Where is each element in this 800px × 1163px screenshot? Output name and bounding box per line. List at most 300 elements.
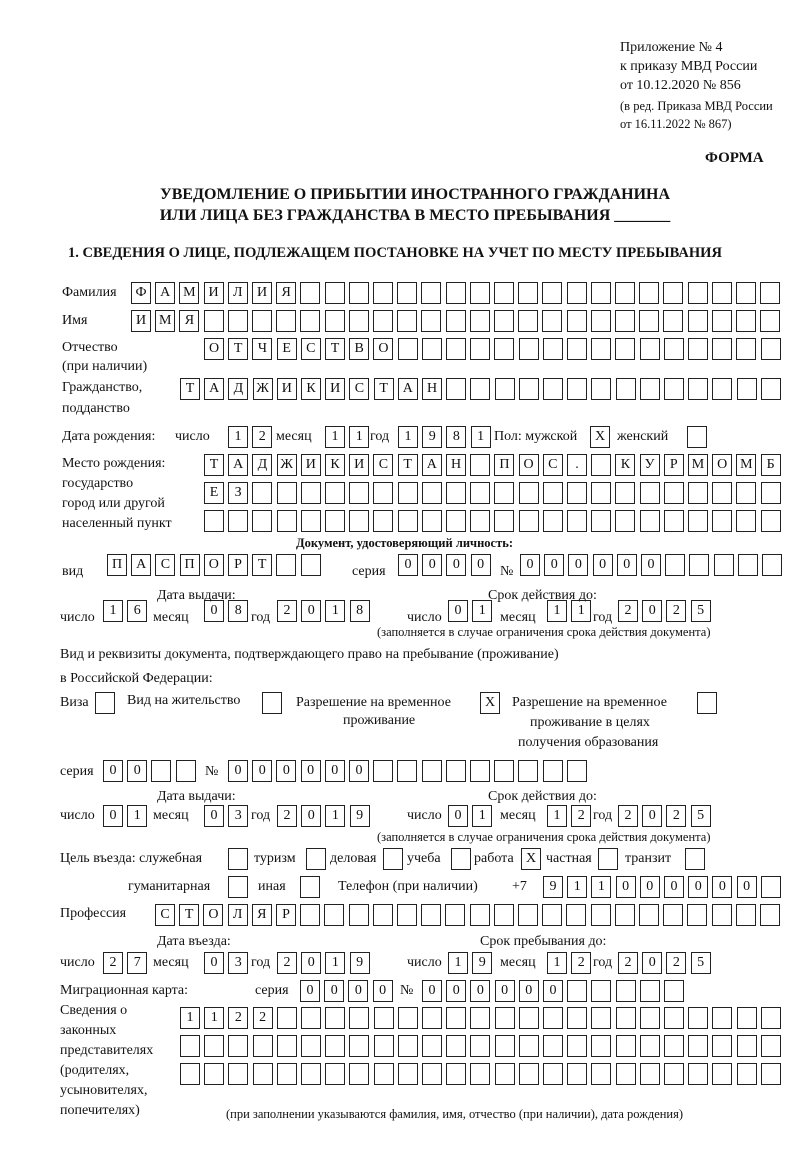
char-cell[interactable]: [591, 510, 611, 532]
char-cell[interactable]: [494, 282, 514, 304]
char-cell[interactable]: [422, 482, 442, 504]
char-cell[interactable]: 0: [204, 805, 224, 827]
char-cell[interactable]: 1: [325, 805, 345, 827]
char-cell[interactable]: 0: [737, 876, 757, 898]
char-cell[interactable]: 9: [422, 426, 442, 448]
char-cell[interactable]: [543, 378, 563, 400]
char-cell[interactable]: [688, 338, 708, 360]
char-cell[interactable]: [591, 282, 611, 304]
char-cell[interactable]: [664, 338, 684, 360]
char-cell[interactable]: 1: [567, 876, 587, 898]
char-cell[interactable]: [228, 1063, 248, 1085]
char-cell[interactable]: Л: [228, 282, 248, 304]
char-cell[interactable]: [543, 1007, 563, 1029]
char-cell[interactable]: [736, 338, 756, 360]
char-cell[interactable]: [276, 310, 296, 332]
char-cell[interactable]: К: [615, 454, 635, 476]
char-cell[interactable]: [495, 378, 515, 400]
char-cell[interactable]: [688, 1035, 708, 1057]
char-cell[interactable]: 2: [666, 805, 686, 827]
char-cell[interactable]: [543, 510, 563, 532]
char-cell[interactable]: [640, 482, 660, 504]
char-cell[interactable]: [712, 282, 732, 304]
char-cell[interactable]: 0: [422, 554, 442, 576]
char-cell[interactable]: [277, 1007, 297, 1029]
char-cell[interactable]: [470, 482, 490, 504]
char-cell[interactable]: [180, 1063, 200, 1085]
char-cell[interactable]: [760, 282, 780, 304]
char-cell[interactable]: В: [349, 338, 369, 360]
char-cell[interactable]: [397, 282, 417, 304]
char-cell[interactable]: 5: [691, 805, 711, 827]
char-cell[interactable]: [373, 760, 393, 782]
char-cell[interactable]: [470, 282, 490, 304]
char-cell[interactable]: 9: [543, 876, 563, 898]
char-cell[interactable]: [374, 1035, 394, 1057]
char-cell[interactable]: 2: [277, 600, 297, 622]
char-cell[interactable]: [421, 904, 441, 926]
char-cell[interactable]: 0: [446, 980, 466, 1002]
char-cell[interactable]: [762, 554, 782, 576]
char-cell[interactable]: 3: [228, 805, 248, 827]
char-cell[interactable]: 0: [642, 805, 662, 827]
char-cell[interactable]: Т: [252, 554, 272, 576]
char-cell[interactable]: [664, 510, 684, 532]
char-cell[interactable]: [712, 510, 732, 532]
char-cell[interactable]: [591, 1063, 611, 1085]
char-cell[interactable]: 2: [571, 805, 591, 827]
char-cell[interactable]: 8: [228, 600, 248, 622]
char-cell[interactable]: [494, 338, 514, 360]
char-cell[interactable]: 0: [300, 980, 320, 1002]
char-cell[interactable]: [446, 510, 466, 532]
char-cell[interactable]: Р: [664, 454, 684, 476]
char-cell[interactable]: Б: [761, 454, 781, 476]
char-cell[interactable]: 2: [666, 952, 686, 974]
char-cell[interactable]: [616, 1063, 636, 1085]
char-cell[interactable]: 9: [350, 952, 370, 974]
char-cell[interactable]: И: [325, 378, 345, 400]
char-cell[interactable]: Я: [252, 904, 272, 926]
char-cell[interactable]: П: [494, 454, 514, 476]
char-cell[interactable]: [300, 282, 320, 304]
char-cell[interactable]: 0: [422, 980, 442, 1002]
char-cell[interactable]: [761, 1007, 781, 1029]
char-cell[interactable]: 0: [543, 980, 563, 1002]
char-cell[interactable]: [591, 1007, 611, 1029]
char-cell[interactable]: Р: [276, 904, 296, 926]
char-cell[interactable]: [398, 1063, 418, 1085]
char-cell[interactable]: [737, 1035, 757, 1057]
char-cell[interactable]: 2: [277, 805, 297, 827]
char-cell[interactable]: 0: [103, 805, 123, 827]
char-cell[interactable]: [252, 510, 272, 532]
char-cell[interactable]: [398, 338, 418, 360]
char-cell[interactable]: [495, 1063, 515, 1085]
char-cell[interactable]: [615, 904, 635, 926]
char-cell[interactable]: 0: [495, 980, 515, 1002]
char-cell[interactable]: [325, 1063, 345, 1085]
char-cell[interactable]: 0: [103, 760, 123, 782]
char-cell[interactable]: [325, 482, 345, 504]
char-cell[interactable]: 1: [180, 1007, 200, 1029]
char-cell[interactable]: Т: [204, 454, 224, 476]
char-cell[interactable]: [591, 904, 611, 926]
char-cell[interactable]: [519, 1035, 539, 1057]
char-cell[interactable]: [665, 554, 685, 576]
char-cell[interactable]: [373, 904, 393, 926]
char-cell[interactable]: Т: [179, 904, 199, 926]
char-cell[interactable]: С: [373, 454, 393, 476]
char-cell[interactable]: [639, 282, 659, 304]
char-cell[interactable]: 1: [448, 952, 468, 974]
char-cell[interactable]: 0: [324, 980, 344, 1002]
char-cell[interactable]: [204, 510, 224, 532]
char-cell[interactable]: [176, 760, 196, 782]
char-cell[interactable]: [519, 482, 539, 504]
char-cell[interactable]: [519, 1007, 539, 1029]
char-cell[interactable]: [640, 1063, 660, 1085]
char-cell[interactable]: [301, 1007, 321, 1029]
char-cell[interactable]: Н: [422, 378, 442, 400]
char-cell[interactable]: [566, 904, 586, 926]
char-cell[interactable]: А: [398, 378, 418, 400]
char-cell[interactable]: [451, 848, 471, 870]
char-cell[interactable]: [300, 310, 320, 332]
char-cell[interactable]: [736, 510, 756, 532]
char-cell[interactable]: 0: [398, 554, 418, 576]
char-cell[interactable]: 1: [325, 952, 345, 974]
char-cell[interactable]: [688, 510, 708, 532]
char-cell[interactable]: 0: [252, 760, 272, 782]
char-cell[interactable]: [663, 282, 683, 304]
char-cell[interactable]: А: [228, 454, 248, 476]
char-cell[interactable]: Е: [277, 338, 297, 360]
char-cell[interactable]: [567, 482, 587, 504]
char-cell[interactable]: Я: [276, 282, 296, 304]
char-cell[interactable]: [398, 1007, 418, 1029]
char-cell[interactable]: [325, 282, 345, 304]
char-cell[interactable]: [325, 1007, 345, 1029]
char-cell[interactable]: [688, 1007, 708, 1029]
char-cell[interactable]: [301, 510, 321, 532]
char-cell[interactable]: З: [228, 482, 248, 504]
char-cell[interactable]: [518, 310, 538, 332]
char-cell[interactable]: X: [480, 692, 500, 714]
char-cell[interactable]: 9: [350, 805, 370, 827]
char-cell[interactable]: [398, 482, 418, 504]
char-cell[interactable]: [300, 876, 320, 898]
char-cell[interactable]: Л: [228, 904, 248, 926]
char-cell[interactable]: М: [736, 454, 756, 476]
char-cell[interactable]: [446, 378, 466, 400]
char-cell[interactable]: С: [155, 554, 175, 576]
char-cell[interactable]: И: [349, 454, 369, 476]
char-cell[interactable]: [761, 482, 781, 504]
char-cell[interactable]: X: [590, 426, 610, 448]
char-cell[interactable]: [761, 1035, 781, 1057]
char-cell[interactable]: 1: [398, 426, 418, 448]
char-cell[interactable]: [761, 876, 781, 898]
char-cell[interactable]: [664, 1007, 684, 1029]
char-cell[interactable]: 1: [349, 426, 369, 448]
char-cell[interactable]: [567, 282, 587, 304]
char-cell[interactable]: И: [277, 378, 297, 400]
char-cell[interactable]: [591, 1035, 611, 1057]
char-cell[interactable]: [470, 338, 490, 360]
char-cell[interactable]: 2: [277, 952, 297, 974]
char-cell[interactable]: [494, 904, 514, 926]
char-cell[interactable]: [663, 310, 683, 332]
char-cell[interactable]: [640, 338, 660, 360]
char-cell[interactable]: [615, 310, 635, 332]
char-cell[interactable]: 0: [593, 554, 613, 576]
char-cell[interactable]: 0: [348, 980, 368, 1002]
char-cell[interactable]: [383, 848, 403, 870]
char-cell[interactable]: [446, 1007, 466, 1029]
char-cell[interactable]: 0: [301, 760, 321, 782]
char-cell[interactable]: Ж: [253, 378, 273, 400]
char-cell[interactable]: [494, 310, 514, 332]
char-cell[interactable]: [543, 338, 563, 360]
char-cell[interactable]: [325, 310, 345, 332]
char-cell[interactable]: 0: [349, 760, 369, 782]
char-cell[interactable]: [519, 510, 539, 532]
char-cell[interactable]: X: [521, 848, 541, 870]
char-cell[interactable]: [397, 760, 417, 782]
char-cell[interactable]: [640, 980, 660, 1002]
char-cell[interactable]: Ч: [252, 338, 272, 360]
char-cell[interactable]: 0: [446, 554, 466, 576]
char-cell[interactable]: 1: [228, 426, 248, 448]
char-cell[interactable]: [349, 904, 369, 926]
char-cell[interactable]: 0: [520, 554, 540, 576]
char-cell[interactable]: [639, 904, 659, 926]
char-cell[interactable]: [567, 760, 587, 782]
char-cell[interactable]: 1: [471, 426, 491, 448]
char-cell[interactable]: [640, 510, 660, 532]
char-cell[interactable]: Я: [179, 310, 199, 332]
char-cell[interactable]: К: [301, 378, 321, 400]
char-cell[interactable]: [567, 980, 587, 1002]
char-cell[interactable]: 0: [276, 760, 296, 782]
char-cell[interactable]: [306, 848, 326, 870]
char-cell[interactable]: С: [301, 338, 321, 360]
char-cell[interactable]: 0: [301, 600, 321, 622]
char-cell[interactable]: Р: [228, 554, 248, 576]
char-cell[interactable]: 0: [373, 980, 393, 1002]
char-cell[interactable]: А: [204, 378, 224, 400]
char-cell[interactable]: 0: [664, 876, 684, 898]
char-cell[interactable]: 0: [616, 876, 636, 898]
char-cell[interactable]: [397, 904, 417, 926]
char-cell[interactable]: Д: [228, 378, 248, 400]
char-cell[interactable]: [446, 338, 466, 360]
char-cell[interactable]: [301, 1035, 321, 1057]
char-cell[interactable]: 1: [472, 600, 492, 622]
char-cell[interactable]: [567, 510, 587, 532]
char-cell[interactable]: [470, 510, 490, 532]
char-cell[interactable]: [519, 1063, 539, 1085]
char-cell[interactable]: [276, 554, 296, 576]
char-cell[interactable]: [470, 1007, 490, 1029]
char-cell[interactable]: [262, 692, 282, 714]
char-cell[interactable]: [760, 310, 780, 332]
char-cell[interactable]: У: [640, 454, 660, 476]
char-cell[interactable]: [761, 378, 781, 400]
char-cell[interactable]: [494, 510, 514, 532]
char-cell[interactable]: [712, 1035, 732, 1057]
char-cell[interactable]: [373, 282, 393, 304]
char-cell[interactable]: 5: [691, 952, 711, 974]
char-cell[interactable]: А: [422, 454, 442, 476]
char-cell[interactable]: [518, 282, 538, 304]
char-cell[interactable]: [180, 1035, 200, 1057]
char-cell[interactable]: [446, 1035, 466, 1057]
char-cell[interactable]: [398, 510, 418, 532]
char-cell[interactable]: [663, 904, 683, 926]
char-cell[interactable]: [446, 482, 466, 504]
char-cell[interactable]: [324, 904, 344, 926]
char-cell[interactable]: Т: [228, 338, 248, 360]
char-cell[interactable]: [664, 1035, 684, 1057]
char-cell[interactable]: 1: [204, 1007, 224, 1029]
char-cell[interactable]: [761, 338, 781, 360]
char-cell[interactable]: 2: [618, 952, 638, 974]
char-cell[interactable]: 9: [472, 952, 492, 974]
char-cell[interactable]: [252, 310, 272, 332]
char-cell[interactable]: 0: [471, 554, 491, 576]
char-cell[interactable]: 0: [325, 760, 345, 782]
char-cell[interactable]: [421, 310, 441, 332]
char-cell[interactable]: [519, 338, 539, 360]
char-cell[interactable]: [616, 1007, 636, 1029]
char-cell[interactable]: [737, 378, 757, 400]
char-cell[interactable]: [470, 1063, 490, 1085]
char-cell[interactable]: [615, 510, 635, 532]
char-cell[interactable]: [664, 1063, 684, 1085]
char-cell[interactable]: 0: [642, 600, 662, 622]
char-cell[interactable]: 0: [228, 760, 248, 782]
char-cell[interactable]: [542, 904, 562, 926]
char-cell[interactable]: [567, 310, 587, 332]
char-cell[interactable]: [664, 482, 684, 504]
char-cell[interactable]: М: [179, 282, 199, 304]
char-cell[interactable]: [664, 980, 684, 1002]
char-cell[interactable]: [349, 282, 369, 304]
char-cell[interactable]: [543, 482, 563, 504]
char-cell[interactable]: [228, 876, 248, 898]
char-cell[interactable]: Ж: [277, 454, 297, 476]
char-cell[interactable]: 1: [547, 952, 567, 974]
char-cell[interactable]: М: [688, 454, 708, 476]
char-cell[interactable]: [349, 510, 369, 532]
char-cell[interactable]: [640, 378, 660, 400]
char-cell[interactable]: [422, 510, 442, 532]
char-cell[interactable]: [615, 482, 635, 504]
char-cell[interactable]: Ф: [131, 282, 151, 304]
char-cell[interactable]: 8: [446, 426, 466, 448]
char-cell[interactable]: [373, 510, 393, 532]
char-cell[interactable]: [349, 482, 369, 504]
char-cell[interactable]: [373, 482, 393, 504]
char-cell[interactable]: [277, 482, 297, 504]
char-cell[interactable]: 1: [571, 600, 591, 622]
char-cell[interactable]: [446, 310, 466, 332]
char-cell[interactable]: 1: [325, 600, 345, 622]
char-cell[interactable]: [349, 1007, 369, 1029]
char-cell[interactable]: О: [204, 338, 224, 360]
char-cell[interactable]: 0: [641, 554, 661, 576]
char-cell[interactable]: 0: [301, 805, 321, 827]
char-cell[interactable]: [567, 378, 587, 400]
char-cell[interactable]: [736, 482, 756, 504]
char-cell[interactable]: [422, 760, 442, 782]
char-cell[interactable]: 1: [103, 600, 123, 622]
char-cell[interactable]: [688, 378, 708, 400]
char-cell[interactable]: 0: [470, 980, 490, 1002]
char-cell[interactable]: [738, 554, 758, 576]
char-cell[interactable]: [470, 904, 490, 926]
char-cell[interactable]: С: [155, 904, 175, 926]
char-cell[interactable]: М: [155, 310, 175, 332]
char-cell[interactable]: [639, 310, 659, 332]
char-cell[interactable]: О: [519, 454, 539, 476]
char-cell[interactable]: [591, 310, 611, 332]
char-cell[interactable]: [228, 510, 248, 532]
char-cell[interactable]: [253, 1035, 273, 1057]
char-cell[interactable]: [761, 1063, 781, 1085]
char-cell[interactable]: [737, 1007, 757, 1029]
char-cell[interactable]: 0: [544, 554, 564, 576]
char-cell[interactable]: [567, 1035, 587, 1057]
char-cell[interactable]: [494, 482, 514, 504]
char-cell[interactable]: [446, 282, 466, 304]
char-cell[interactable]: [688, 1063, 708, 1085]
char-cell[interactable]: [616, 378, 636, 400]
char-cell[interactable]: [591, 378, 611, 400]
char-cell[interactable]: [228, 1035, 248, 1057]
char-cell[interactable]: [616, 980, 636, 1002]
char-cell[interactable]: [598, 848, 618, 870]
char-cell[interactable]: 0: [448, 600, 468, 622]
char-cell[interactable]: [685, 848, 705, 870]
char-cell[interactable]: 2: [253, 1007, 273, 1029]
char-cell[interactable]: [495, 1035, 515, 1057]
char-cell[interactable]: [277, 510, 297, 532]
char-cell[interactable]: [567, 1063, 587, 1085]
char-cell[interactable]: [470, 378, 490, 400]
char-cell[interactable]: [542, 282, 562, 304]
char-cell[interactable]: [445, 904, 465, 926]
char-cell[interactable]: О: [204, 554, 224, 576]
char-cell[interactable]: [591, 454, 611, 476]
char-cell[interactable]: 0: [519, 980, 539, 1002]
char-cell[interactable]: [277, 1063, 297, 1085]
char-cell[interactable]: [712, 904, 732, 926]
char-cell[interactable]: 2: [228, 1007, 248, 1029]
char-cell[interactable]: [712, 310, 732, 332]
char-cell[interactable]: О: [203, 904, 223, 926]
char-cell[interactable]: Т: [180, 378, 200, 400]
char-cell[interactable]: [349, 1035, 369, 1057]
char-cell[interactable]: [470, 760, 490, 782]
char-cell[interactable]: [301, 554, 321, 576]
char-cell[interactable]: 1: [591, 876, 611, 898]
char-cell[interactable]: Т: [325, 338, 345, 360]
char-cell[interactable]: 0: [642, 952, 662, 974]
char-cell[interactable]: [519, 378, 539, 400]
